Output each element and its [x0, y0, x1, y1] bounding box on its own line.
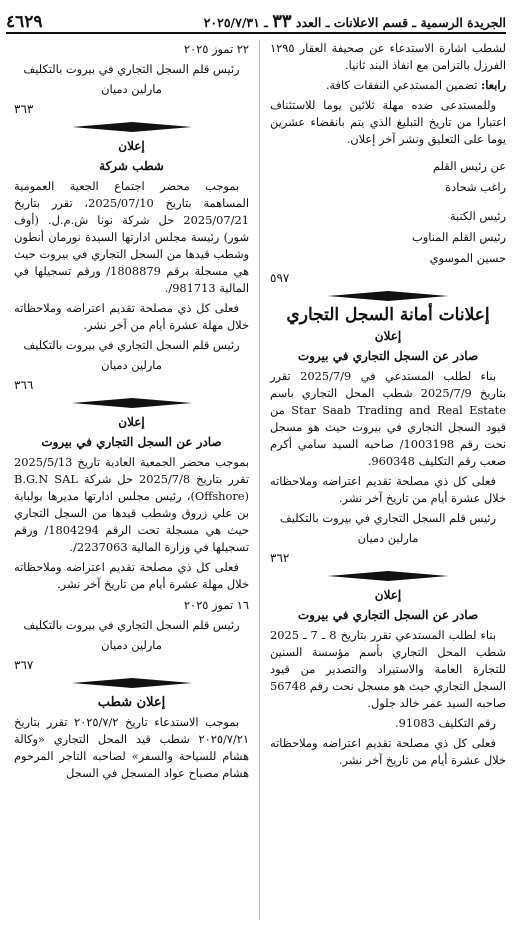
paragraph: لشطب اشارة الاستدعاء عن صحيفة العقار ١٢٩٥ الفرزل بالتزامن مع انفاذ البند ثانيا.: [270, 41, 506, 72]
issue-number: ٣٣: [272, 11, 292, 32]
separator-ornament: [14, 122, 249, 132]
paragraph: فعلى كل ذي مصلحة تقديم اعتراضه وملاحظاته خلال عشرة أيام من تاريخ آخر نشر.: [270, 736, 506, 767]
notice-number: ٣٦٢: [270, 551, 290, 565]
paragraph: فعلى كل ذي مصلحة تقديم اعتراضه وملاحظاته خلال عشرة أيام من تاريخ آخر نشر.: [270, 474, 506, 505]
notice-number: ٣٦٦: [14, 378, 34, 392]
page-header: [6, 6, 506, 34]
paragraph-text: تضمين المستدعي النفقات كافة.: [325, 78, 481, 92]
signature-line: عن رئيس القلم: [432, 159, 506, 173]
notice-number: ٣٦٧: [14, 658, 34, 672]
paragraph: بموجب الاستدعاء تاريخ ٢٠٢٥/٧/٢ تقرر بتاريخ ٢٠٢٥/٧/٢١ شطب قيد المحل التجاري «وكالة هشام للسياحة والسفر» لصاحبه التاجر المرحوم هشام مصباح عواد المسجل في السجل: [14, 715, 249, 780]
notice-heading: إعلان: [118, 415, 145, 429]
signature-line: رئيس القلم المناوب: [412, 230, 506, 244]
signature-name: مارلين دميان: [101, 638, 162, 652]
notice-heading: إعلان شطب: [97, 695, 166, 710]
paragraph: [270, 77, 506, 94]
columns: [6, 40, 506, 920]
section-title: إعلانات أمانة السجل التجاري: [286, 305, 490, 325]
separator-ornament: [14, 398, 249, 408]
paragraph: فعلى كل ذي مصلحة تقديم اعتراضه وملاحظاته خلال مهلة عشرة أيام من تاريخ آخر نشر.: [14, 560, 249, 591]
separator-ornament: [270, 571, 506, 581]
notice-heading: إعلان: [374, 329, 402, 343]
notice-heading: إعلان: [374, 588, 402, 602]
notice-subheading: صادر عن السجل التجاري في بيروت: [297, 349, 479, 363]
page-number: ٤٦٢٩: [6, 12, 43, 32]
paragraph: بناء لطلب المستدعي تقرر بتاريخ 8 ـ 7 ـ 2025 شطب المحل التجاري بأسم مؤسسة السنين للتجارة العامة والاستيراد والتصدير من قيود السجل التجاري حيث هو مسجل نحت رقم 56748 صاحبه السيد عمر خالد جلول.: [270, 628, 506, 710]
paragraph: فعلى كل ذي مصلحة تقديم اعتراضه وملاحظاته خلال مهلة عشرة أيام من آخر نشر.: [14, 301, 249, 332]
paragraph: بموجب محضر الجمعية العادية تاريخ 2025/5/13 تقرر بتاريخ 2025/7/8 حل شركة B.G.N SAL (Offshore)، رئيس مجلس ادارتها مديرها بولباية بن علي زروق وشطب قيدها من السجل التجاري حيث هي مسجلة تحت الرقم 1804294/ ورقم تسجيلها في وزارة المالية 2237063/.: [14, 455, 249, 554]
signature-name: مارلين دميان: [101, 358, 162, 372]
signature-line: رئيس قلم السجل التجاري في بيروت بالتكليف: [23, 62, 240, 76]
header-title-text: الجريدة الرسمية ـ قسم الاعلانات ـ العدد: [295, 15, 506, 30]
signature-name: راغب شحادة: [445, 180, 506, 194]
paragraph: بموجب محضر اجتماع الجعية العمومية المساهمة بتاريخ 2025/07/10، تقرر بتاريخ 2025/07/21 حل شركة نونا ش.م.ل. (أوف شور) رئيسة مجلس ادارتها السيدة نورمان أنطون وشطب قيدها من السجل التجاري في بيروت حيث هي مسجلة برقم 1808879/ ورقم تسجيلها في المالية 981713/.: [14, 179, 250, 295]
notice-number: ٣٦٣: [14, 102, 34, 116]
left-column: [14, 40, 260, 920]
signature-line: رئيس قلم السجل التجاري في بيروت بالتكليف: [279, 511, 497, 525]
notice-date: ٢٢ تموز ٢٠٢٥: [183, 42, 249, 56]
signature-line: رئيس قلم السجل التجاري في بيروت بالتكليف: [23, 338, 240, 352]
separator-ornament: [14, 678, 249, 688]
notice-heading: إعلان: [118, 139, 145, 153]
notice-subheading: صادر عن السجل التجاري في بيروت: [41, 435, 222, 449]
issue-date: ـ ٢٠٢٥/٧/٣١: [203, 15, 268, 30]
notice-subheading: شطب شركة: [99, 159, 164, 173]
notice-number: ٥٩٧: [270, 271, 290, 285]
right-column: [260, 40, 506, 920]
header-title: [204, 11, 506, 32]
signature-line: رئيس الكتبة: [449, 209, 506, 223]
paragraph: بناء لطلب المستدعي في 2025/7/9 تقرر بتاريخ 2025/7/9 شطب المحل التجاري باسم Star Saab Trading and Real Estate من قيود السجل التجاري في بيروت حيث هو مسجل نحت رقم 1003198/ صاحبه السيد سامي أكرم صعب رقم التكليف 960348.: [270, 369, 506, 468]
separator-ornament: [270, 291, 506, 301]
notice-date: ١٦ تموز ٢٠٢٥: [183, 598, 249, 612]
signature-line: رئيس قلم السجل التجاري في بيروت بالتكليف: [23, 618, 240, 632]
paragraph: رقم التكليف 91083.: [394, 716, 496, 730]
paragraph: وللمستدعى ضده مهلة ثلاثين يوما للاستئناف اعتبارا من تاريخ التبليغ الذي يتم بانقضاء عشرين يوما على التعليق ونشر آخر إعلان.: [270, 98, 506, 146]
notice-subheading: صادر عن السجل التجاري في بيروت: [297, 608, 479, 622]
signature-name: مارلين دميان: [101, 82, 162, 96]
signature-name: مارلين دميان: [357, 531, 419, 545]
signature-name: حسين الموسوي: [429, 251, 506, 265]
label-fourth: رابعا:: [480, 78, 506, 92]
